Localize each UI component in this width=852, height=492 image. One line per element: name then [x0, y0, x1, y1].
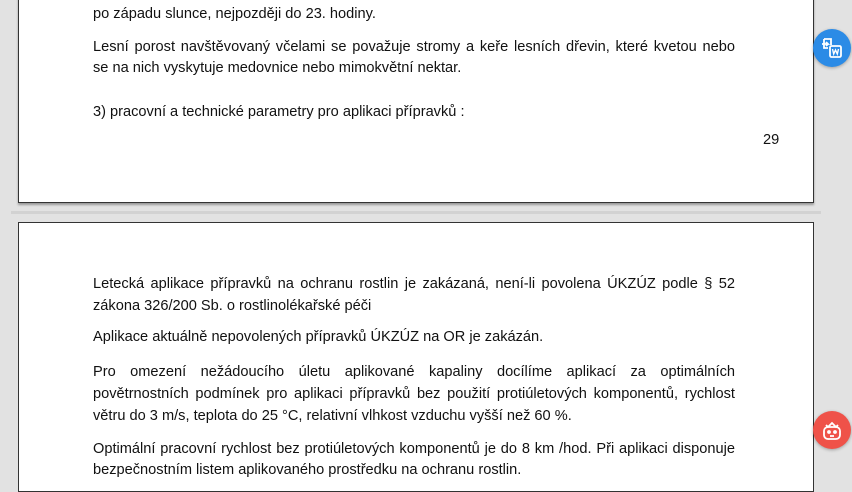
page-number: 29 — [763, 132, 780, 148]
text-line: Letecká aplikace přípravků na ochranu rostlin je zakázaná, není-li povolena ÚKZÚZ podle § 52 — [93, 276, 735, 292]
text-line: Optimální pracovní rychlost bez protiúletových komponentů je do 8 km /hod. Při aplikaci disponuje — [93, 441, 735, 457]
text-line: povětrnostních podmínek pro aplikaci přípravků bez použití protiúletových komponentů, rychlost — [93, 386, 735, 402]
robot-icon — [820, 418, 844, 442]
convert-to-word-icon — [820, 36, 844, 60]
text-line: zákona 326/200 Sb. o rostlinolékařské péči — [93, 298, 372, 314]
text-line: Lesní porost navštěvovaný včelami se považuje stromy a keře lesních dřevin, které kvetou nebo — [93, 39, 735, 55]
text-line: se na nich vyskytuje medovnice nebo mimokvětní nektar. — [93, 60, 462, 76]
page-separator — [11, 211, 821, 214]
text-line: větru do 3 m/s, teplota do 25 °C, relativní vlhkost vzduchu vyšší než 60 %. — [93, 408, 572, 424]
pdf-page-29 — [18, 0, 814, 203]
text-line: po západu slunce, nejpozději do 23. hodiny. — [93, 6, 376, 22]
assistant-button[interactable] — [813, 411, 851, 449]
text-line: Aplikace aktuálně nepovolených přípravků ÚKZÚZ na OR je zakázán. — [93, 329, 544, 345]
text-line: Pro omezení nežádoucího úletu aplikované kapaliny docílíme aplikací za optimálních — [93, 364, 735, 380]
convert-to-word-button[interactable] — [813, 29, 851, 67]
text-line: bezpečnostním listem aplikovaného prostředku na ochranu rostlin. — [93, 462, 522, 478]
section-heading: 3) pracovní a technické parametry pro aplikaci přípravků : — [93, 104, 465, 120]
